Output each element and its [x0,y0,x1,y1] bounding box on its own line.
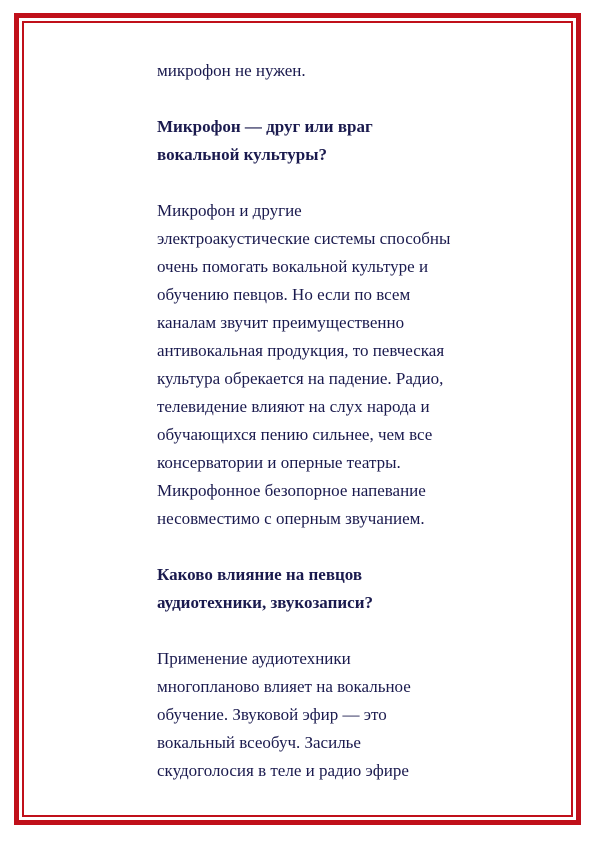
text-line: обучающихся пению сильнее, чем все [157,425,433,444]
text-line: антивокальная продукция, то певческая [157,341,445,360]
spacer [157,85,527,113]
spacer [157,169,527,197]
text-line: обучение. Звуковой эфир — это [157,705,387,724]
text-line: телевидение влияют на слух народа и [157,397,430,416]
intro-line: микрофон не нужен. [157,61,306,80]
text-line: несовместимо с оперным звучанием. [157,509,425,528]
spacer [157,617,527,645]
paragraph-microphone [157,197,527,533]
heading-line: Каково влияние на певцов [157,565,363,584]
section-heading-audio [157,561,527,617]
section-heading-microphone [157,113,527,169]
text-line: многопланово влияет на вокальное [157,677,411,696]
heading-line: аудиотехники, звукозаписи? [157,593,374,612]
text-line: консерватории и оперные театры. [157,453,401,472]
document-body [157,57,527,785]
text-line: каналам звучит преимущественно [157,313,405,332]
text-line: электроакустические системы способны [157,229,451,248]
text-line: культура обрекается на падение. Радио, [157,369,444,388]
heading-line: Микрофон — друг или враг [157,117,373,136]
text-line: вокальный всеобуч. Засилье [157,733,361,752]
text-line: Микрофонное безопорное напевание [157,481,426,500]
text-line: Микрофон и другие [157,201,302,220]
paragraph-audio [157,645,527,785]
text-line: обучению певцов. Но если по всем [157,285,411,304]
text-line: Применение аудиотехники [157,649,351,668]
spacer [157,533,527,561]
heading-line: вокальной культуры? [157,145,327,164]
text-line: скудоголосия в теле и радио эфире [157,761,409,780]
text-line: очень помогать вокальной культуре и [157,257,429,276]
